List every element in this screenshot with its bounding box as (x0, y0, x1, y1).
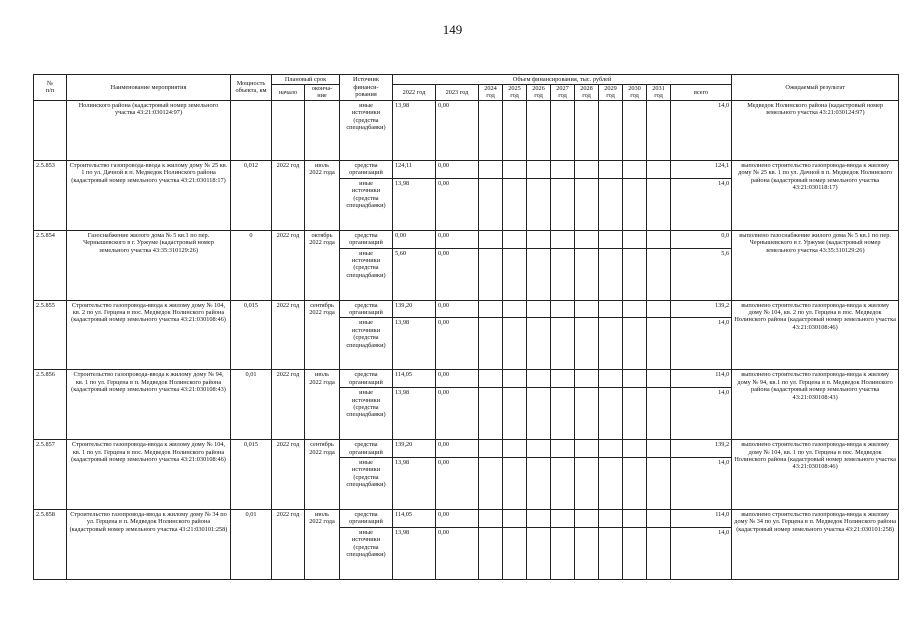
value-empty (479, 440, 503, 458)
value-empty (479, 527, 503, 579)
value-empty (623, 160, 647, 178)
value-empty (503, 510, 527, 528)
value-empty (503, 527, 527, 579)
row-name: Строительство газопровода-ввода к жилому дому № 104, кв. 2 по ул. Герцена в пос. Медведок Нолинского района (кадастровый номер земельного участка 43:21:030108:46) (67, 300, 231, 370)
value-empty (647, 440, 671, 458)
value-empty (599, 248, 623, 300)
value-2022: 5,60 (393, 248, 436, 300)
value-2023: 0,00 (436, 318, 479, 370)
value-empty (647, 510, 671, 528)
value-empty (647, 230, 671, 248)
value-total: 14,0 (671, 178, 732, 230)
value-2023: 0,00 (436, 160, 479, 178)
value-empty (623, 230, 647, 248)
value-total: 139,2 (671, 300, 732, 318)
value-empty (647, 160, 671, 178)
value-empty (551, 230, 575, 248)
value-empty (623, 388, 647, 440)
value-empty (623, 318, 647, 370)
value-empty (527, 100, 551, 160)
value-empty (575, 230, 599, 248)
value-2023: 0,00 (436, 388, 479, 440)
value-empty (575, 388, 599, 440)
value-empty (479, 160, 503, 178)
value-empty (647, 527, 671, 579)
header-year: 2022 год (393, 85, 436, 101)
header-start: начало (272, 85, 305, 101)
value-empty (647, 388, 671, 440)
value-empty (527, 370, 551, 388)
value-empty (479, 458, 503, 510)
value-empty (527, 458, 551, 510)
row-num: 2.5.856 (34, 370, 67, 440)
header-year: 2026 год (527, 85, 551, 101)
value-empty (575, 370, 599, 388)
value-empty (647, 178, 671, 230)
value-empty (551, 100, 575, 160)
row-num (34, 100, 67, 160)
value-2022: 13,98 (393, 178, 436, 230)
row-source: иные источники (средства спецнадбавки) (340, 458, 393, 510)
header-year: 2028 год (575, 85, 599, 101)
value-empty (575, 458, 599, 510)
value-empty (599, 300, 623, 318)
value-empty (599, 458, 623, 510)
row-name: Нолинского района (кадастровый номер земельного участка 43:21:030124:97) (67, 100, 231, 160)
value-2022: 114,05 (393, 510, 436, 528)
value-empty (527, 160, 551, 178)
value-empty (551, 458, 575, 510)
row-source: средства организаций (340, 160, 393, 178)
row-source: средства организаций (340, 370, 393, 388)
value-empty (503, 458, 527, 510)
value-empty (575, 318, 599, 370)
row-source: средства организаций (340, 230, 393, 248)
value-empty (599, 160, 623, 178)
value-2022: 13,98 (393, 388, 436, 440)
value-2022: 114,05 (393, 370, 436, 388)
value-empty (527, 300, 551, 318)
value-empty (575, 510, 599, 528)
row-end: июль 2022 года (305, 510, 340, 580)
value-total: 114,0 (671, 370, 732, 388)
value-empty (527, 510, 551, 528)
row-name: Строительство газопровода-ввода к жилому дому № 25 кв. 1 по ул. Дачной в п. Медведок Нолинского района (кадастровый номер земельного участка 43:21:030118:17) (67, 160, 231, 230)
row-num: 2.5.857 (34, 440, 67, 510)
row-name: Газоснабжение жилого дома № 5 кв.1 по пер. Чернышевского в г. Уржуме (кадастровый номер земельного участка 43:35:310129:26) (67, 230, 231, 300)
value-empty (599, 527, 623, 579)
value-empty (623, 527, 647, 579)
value-empty (551, 440, 575, 458)
header-year: 2027 год (551, 85, 575, 101)
value-2023: 0,00 (436, 510, 479, 528)
value-empty (527, 248, 551, 300)
value-2023: 0,00 (436, 440, 479, 458)
row-capacity: 0,01 (231, 370, 272, 440)
value-2022: 13,98 (393, 100, 436, 160)
value-empty (527, 178, 551, 230)
row-start: 2022 год (272, 230, 305, 300)
value-empty (503, 300, 527, 318)
value-empty (647, 370, 671, 388)
value-empty (647, 458, 671, 510)
row-capacity: 0 (231, 230, 272, 300)
value-empty (599, 370, 623, 388)
value-empty (479, 230, 503, 248)
value-empty (647, 318, 671, 370)
row-name: Строительство газопровода-ввода к жилому дому № 94, кв. 1 по ул. Герцена в п. Медведок Нолинского района (кадастровый номер земельного участка 43:21:030108:43) (67, 370, 231, 440)
row-result: Медведок Нолинского района (кадастровый номер земельного участка 43:21:030124:97) (732, 100, 899, 160)
row-start: 2022 год (272, 370, 305, 440)
header-source: Источник финанси- рования (340, 75, 393, 101)
value-total: 0,0 (671, 230, 732, 248)
value-2022: 124,11 (393, 160, 436, 178)
header-plan-term: Плановый срок (272, 75, 340, 85)
row-source: средства организаций (340, 300, 393, 318)
value-2023: 0,00 (436, 458, 479, 510)
value-empty (479, 510, 503, 528)
value-2022: 13,98 (393, 458, 436, 510)
value-2023: 0,00 (436, 248, 479, 300)
value-empty (623, 458, 647, 510)
financing-table (33, 74, 899, 580)
row-source: иные источники (средства спецнадбавки) (340, 388, 393, 440)
row-result: выполнено строительство газопровода-ввода к жилому дому № 94, кв.1 по ул. Герцена в п. Медведок Нолинского района (кадастровый номер земельного участка 43:21:030108:43) (732, 370, 899, 440)
value-empty (575, 248, 599, 300)
header-year: всего (671, 85, 732, 101)
value-empty (503, 230, 527, 248)
value-empty (623, 510, 647, 528)
value-empty (623, 248, 647, 300)
value-empty (623, 440, 647, 458)
row-result: выполнено строительство газопровода-ввода к жилому дому № 34 по ул. Герцена в п. Медведок Нолинского района (кадастровый номер земельного участка 43:21:030101:258) (732, 510, 899, 580)
row-capacity: 0,012 (231, 160, 272, 230)
row-num: 2.5.855 (34, 300, 67, 370)
value-total: 14,0 (671, 388, 732, 440)
value-empty (575, 178, 599, 230)
row-num: 2.5.858 (34, 510, 67, 580)
value-empty (599, 230, 623, 248)
value-2023: 0,00 (436, 230, 479, 248)
value-empty (503, 100, 527, 160)
value-empty (527, 318, 551, 370)
header-year: 2024 год (479, 85, 503, 101)
value-empty (599, 318, 623, 370)
value-2023: 0,00 (436, 100, 479, 160)
row-result: выполнено строительство газопровода-ввода к жилому дому № 104, кв. 2 по ул. Герцена в пос. Медведок Нолинского района (кадастровый номер земельного участка 43:21:030108:46) (732, 300, 899, 370)
row-source: иные источники (средства спецнадбавки) (340, 318, 393, 370)
value-empty (575, 440, 599, 458)
value-empty (551, 388, 575, 440)
value-total: 14,0 (671, 458, 732, 510)
row-name: Строительство газопровода-ввода к жилому дому № 104, кв. 1 по ул. Герцена в пос. Медведок Нолинского района (кадастровый номер земельного участка 43:21:030108:46) (67, 440, 231, 510)
value-empty (551, 370, 575, 388)
value-empty (479, 388, 503, 440)
value-empty (599, 440, 623, 458)
row-num: 2.5.854 (34, 230, 67, 300)
value-empty (479, 248, 503, 300)
value-2023: 0,00 (436, 527, 479, 579)
value-empty (479, 178, 503, 230)
row-source: иные источники (средства спецнадбавки) (340, 248, 393, 300)
value-empty (623, 100, 647, 160)
header-year: 2025 год (503, 85, 527, 101)
value-2023: 0,00 (436, 370, 479, 388)
value-empty (623, 370, 647, 388)
value-empty (503, 318, 527, 370)
value-2022: 139,20 (393, 300, 436, 318)
value-total: 14,0 (671, 318, 732, 370)
value-empty (551, 527, 575, 579)
value-empty (551, 160, 575, 178)
row-result: выполнено строительство газопровода-ввода к жилому дому № 104, кв. 1 по ул. Герцена в пос. Медведок Нолинского района (кадастровый номер земельного участка 43:21:030108:46) (732, 440, 899, 510)
value-empty (623, 300, 647, 318)
row-end: сентябрь 2022 года (305, 440, 340, 510)
value-empty (503, 370, 527, 388)
header-year: 2030 год (623, 85, 647, 101)
value-empty (551, 248, 575, 300)
row-name: Строительство газопровода-ввода к жилому дому № 34 по ул. Герцена в п. Медведок Нолинского района (кадастровый номер земельного участка 43:21:030101:258) (67, 510, 231, 580)
row-end: октябрь 2022 года (305, 230, 340, 300)
row-start: 2022 год (272, 300, 305, 370)
value-empty (527, 527, 551, 579)
row-num: 2.5.853 (34, 160, 67, 230)
value-empty (479, 100, 503, 160)
value-2022: 0,00 (393, 230, 436, 248)
value-empty (575, 300, 599, 318)
value-empty (551, 178, 575, 230)
value-2022: 13,98 (393, 318, 436, 370)
header-result: Ожидаемый результат (732, 75, 899, 101)
value-total: 139,2 (671, 440, 732, 458)
header-year: 2023 год (436, 85, 479, 101)
row-source: иные источники (средства спецнадбавки) (340, 100, 393, 160)
value-2023: 0,00 (436, 178, 479, 230)
value-total: 124,1 (671, 160, 732, 178)
row-end: июль 2022 года (305, 370, 340, 440)
header-year: 2031 год (647, 85, 671, 101)
value-empty (527, 230, 551, 248)
value-empty (551, 318, 575, 370)
value-empty (503, 178, 527, 230)
value-empty (527, 388, 551, 440)
row-start: 2022 год (272, 510, 305, 580)
row-end (305, 100, 340, 160)
row-source: иные источники (средства спецнадбавки) (340, 527, 393, 579)
value-empty (479, 300, 503, 318)
value-2023: 0,00 (436, 300, 479, 318)
row-source: средства организаций (340, 510, 393, 528)
header-capacity: Мощность объекта, км (231, 75, 272, 101)
row-result: выполнено газоснабжение жилого дома № 5 кв.1 по пер. Чернышевского в г. Уржуме (кадастровый номер земельного участка 43:35:310129:26) (732, 230, 899, 300)
row-source: иные источники (средства спецнадбавки) (340, 178, 393, 230)
row-capacity: 0,01 (231, 510, 272, 580)
value-total: 14,0 (671, 527, 732, 579)
value-empty (647, 100, 671, 160)
row-start (272, 100, 305, 160)
value-empty (647, 248, 671, 300)
value-empty (623, 178, 647, 230)
row-capacity (231, 100, 272, 160)
row-capacity: 0,015 (231, 300, 272, 370)
row-start: 2022 год (272, 160, 305, 230)
value-empty (503, 248, 527, 300)
value-empty (599, 100, 623, 160)
header-year: 2029 год (599, 85, 623, 101)
value-empty (551, 510, 575, 528)
value-empty (503, 440, 527, 458)
value-empty (599, 178, 623, 230)
value-empty (575, 100, 599, 160)
header-end: оконча- ние (305, 85, 340, 101)
header-volume: Объем финансирования, тыс. рублей (393, 75, 732, 85)
row-start: 2022 год (272, 440, 305, 510)
value-empty (479, 318, 503, 370)
value-empty (599, 510, 623, 528)
row-capacity: 0,015 (231, 440, 272, 510)
value-empty (527, 440, 551, 458)
row-source: средства организаций (340, 440, 393, 458)
value-empty (647, 300, 671, 318)
page-number: 149 (442, 22, 463, 37)
value-empty (599, 388, 623, 440)
header-name: Наименование мероприятия (67, 75, 231, 101)
value-total: 5,6 (671, 248, 732, 300)
value-empty (503, 388, 527, 440)
value-empty (503, 160, 527, 178)
value-empty (479, 370, 503, 388)
value-total: 114,0 (671, 510, 732, 528)
value-empty (575, 160, 599, 178)
row-end: сентябрь 2022 года (305, 300, 340, 370)
value-2022: 13,98 (393, 527, 436, 579)
header-num: № п/п (34, 75, 67, 101)
value-empty (551, 300, 575, 318)
value-empty (575, 527, 599, 579)
value-total: 14,0 (671, 100, 732, 160)
row-end: июль 2022 года (305, 160, 340, 230)
row-result: выполнено строительство газопровода-ввода к жилому дому № 25 кв. 1 по ул. Дачной в п. Медведок Нолинского района (кадастровый номер земельного участка 43:21:030118:17) (732, 160, 899, 230)
value-2022: 139,20 (393, 440, 436, 458)
